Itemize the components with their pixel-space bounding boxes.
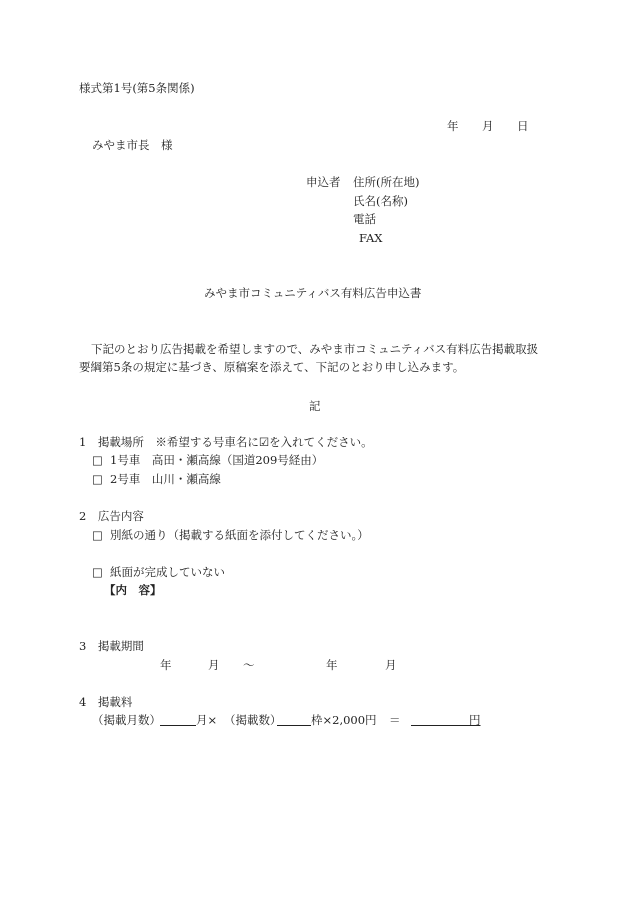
- months-field[interactable]: [160, 712, 196, 726]
- section2-heading: 2 広告内容: [79, 509, 144, 523]
- date-day-label: 日: [517, 119, 529, 133]
- date-month-label: 月: [482, 119, 494, 133]
- incomplete-checkbox[interactable]: □: [92, 565, 103, 579]
- period-end-month: 月: [385, 658, 397, 672]
- body-line-1: 下記のとおり広告掲載を希望しますので、みやま市コミュニティバス有料広告掲載取扱: [91, 342, 539, 356]
- applicant-phone-label: 電話: [353, 212, 376, 226]
- period-tilde: 〜: [243, 658, 255, 672]
- applicant-fax-label: FAX: [359, 231, 383, 245]
- document-title: みやま市コミュニティバス有料広告申込書: [204, 286, 422, 300]
- period-end-year: 年: [326, 658, 338, 672]
- bus2-label: 2号車 山川・瀬高線: [110, 472, 221, 486]
- content-label: 【内 容】: [104, 583, 162, 597]
- attached-checkbox[interactable]: □: [92, 528, 103, 542]
- section4-heading: 4 掲載料: [79, 695, 133, 709]
- ki-label: 記: [309, 399, 321, 413]
- applicant-name-label: 氏名(名称): [353, 194, 408, 208]
- equals-sign: ＝: [389, 713, 401, 727]
- body-line-2: 要綱第5条の規定に基づき、原稿案を添えて、下記のとおり申し込みます。: [79, 360, 465, 374]
- addressee: みやま市長 様: [92, 138, 173, 152]
- months-unit: 月×: [196, 713, 218, 727]
- applicant-address-label: 住所(所在地): [353, 175, 420, 189]
- count-field[interactable]: [277, 712, 311, 726]
- bus1-label: 1号車 高田・瀬高線（国道209号経由）: [110, 453, 324, 467]
- bus1-checkbox[interactable]: □: [92, 453, 103, 467]
- period-start-month: 月: [208, 658, 220, 672]
- section1-heading: 1 掲載場所 ※希望する号車名に☑を入れてください。: [79, 435, 373, 449]
- form-number: 様式第1号(第5条関係): [79, 81, 195, 95]
- yen-unit: 円: [469, 713, 481, 727]
- count-unit: 枠×2,000円: [311, 713, 377, 727]
- period-start-year: 年: [160, 658, 172, 672]
- date-year-label: 年: [447, 119, 459, 133]
- total-field[interactable]: [411, 712, 470, 726]
- section3-heading: 3 掲載期間: [79, 639, 144, 653]
- applicant-label: 申込者: [306, 175, 341, 189]
- attached-label: 別紙の通り（掲載する紙面を添付してください。）: [110, 528, 369, 542]
- count-label: （掲載数）: [224, 713, 282, 727]
- bus2-checkbox[interactable]: □: [92, 472, 103, 486]
- incomplete-label: 紙面が完成していない: [110, 565, 225, 579]
- months-label: （掲載月数）: [92, 713, 161, 727]
